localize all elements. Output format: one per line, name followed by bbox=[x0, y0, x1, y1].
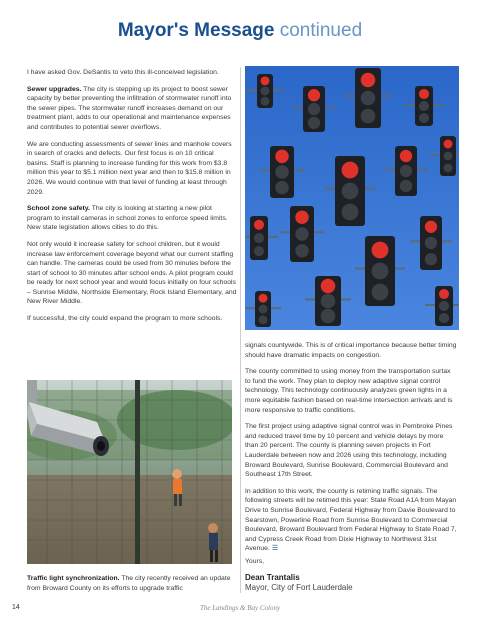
traffic-heading: Traffic light synchronization. bbox=[27, 575, 120, 582]
column-divider bbox=[240, 67, 241, 593]
title-continued: continued bbox=[279, 20, 363, 41]
signer-role: Mayor, City of Fort Lauderdale bbox=[245, 582, 353, 592]
right-column bbox=[245, 341, 457, 561]
retiming-body: In addition to this work, the county is retiming traffic signals. The following streets will be retimed this year: State Road A1A from Mayan Drive to Sunrise Boulevard, Federal Highway from Davie Boulevard to Searstown, Powerline Road from Sunrise Boulevard to Commercial Boulevard, Broward Boulevard from Federal Highway to State Road 7, and Cypress Creek Road from Dixie Highway to Northwest 31st Avenue. bbox=[245, 487, 457, 553]
paragraph: We are conducting assessments of sewer lines and manhole covers in search of cracks and defects. Our first focus is on 10 critical basins. Staff is planning to increase funding for this work from $3.8 million this year to $5.1 million next year and then to $15.8 million in 2026. We would continue with that level of funding at least through 2029. bbox=[27, 140, 232, 196]
paragraph: I have asked Gov. DeSantis to veto this ill-conceived legislation. bbox=[27, 69, 219, 76]
paragraph: signals countywide. This is of critical importance because better timing should have dramatic impacts on congestion. bbox=[245, 342, 457, 359]
title-main: Mayor's Message bbox=[117, 20, 275, 41]
paragraph: Not only would it increase safety for school children, but it would increase law enforcement coverage beyond what our current staffing can handle. The cameras could be used from 30 minutes before the start of school to 30 minutes after school ends. A pilot program could be ready for next school year and would focus initially on four schools – Sunrise Middle, Northside Elementary, Rock Island Elementary, and New River Middle. bbox=[27, 240, 237, 306]
traffic-body: The city recently received an update from Broward County on its efforts to upgrade traffic bbox=[27, 575, 231, 592]
school-heading: School zone safety. bbox=[27, 205, 90, 213]
paragraph-traffic bbox=[27, 574, 237, 593]
sewer-heading: Sewer upgrades. bbox=[27, 85, 82, 93]
paragraph-school bbox=[27, 204, 237, 233]
paragraph: The county committed to using money from the transportation surtax to fund the work. They plan to deploy new adaptive signal control technology. This technology continuously analyzes green lights in a more equitable fashion based on real-time intersection arrivals and is more responsive to traffic conditions. bbox=[245, 368, 453, 414]
paragraph: If successful, the city could expand the program to more schools. bbox=[27, 315, 223, 323]
paragraph-retiming bbox=[245, 487, 457, 554]
end-mark-icon: ☰ bbox=[271, 545, 279, 553]
security-camera-photo bbox=[27, 380, 232, 564]
signer-name: Dean Trantalis bbox=[245, 572, 300, 582]
school-body: The city is looking at starting a new pilot program to install cameras in school zones to enforce speed limits. New state legislation allows cities to do this. bbox=[27, 205, 228, 232]
closing: Yours, bbox=[245, 558, 265, 565]
signature-block bbox=[245, 557, 457, 593]
sewer-body: The city is stepping up its project to boost sewer capacity by better preventing the infiltration of stormwater runoff into the sewer pipes. The stormwater runoff increases demand on our treatment plant, adds to our operational and maintenance expenses and contributes to potential sewer overflows. bbox=[27, 85, 232, 131]
page-number: 14 bbox=[12, 604, 20, 611]
paragraph: The first project using adaptive signal control was in Pembroke Pines and reduced travel time by 10 percent and vehicle delays by more than 20 percent. The county is planning seven projects in Fort Lauderdale between now and 2026 using this technology, including Broward Boulevard, Sunrise Boulevard, Commercial Boulevard and Southeast 17th Street. bbox=[245, 423, 453, 479]
page-footer bbox=[0, 604, 480, 618]
paragraph-sewer bbox=[27, 85, 237, 133]
left-column bbox=[27, 68, 237, 331]
traffic-signals-photo bbox=[245, 66, 459, 330]
page-title bbox=[0, 20, 480, 42]
publication-name: The Landings & Bay Colony bbox=[199, 604, 281, 612]
